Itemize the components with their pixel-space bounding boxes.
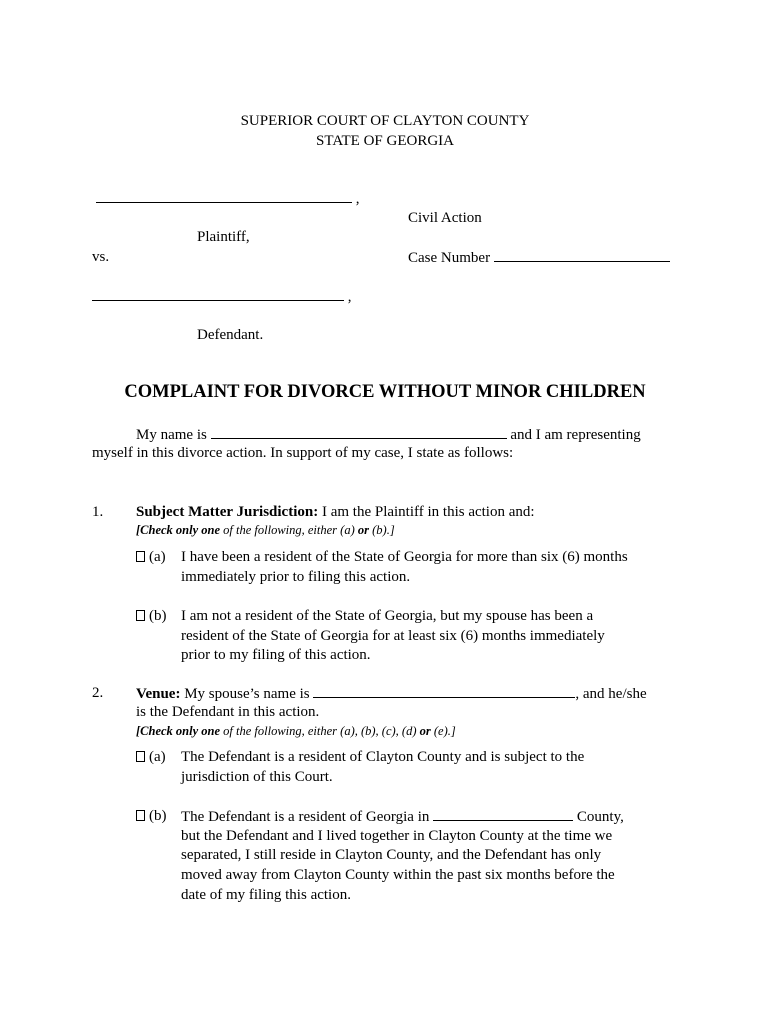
section-2-option-b-checkbox[interactable] xyxy=(136,810,145,821)
section-1-option-b-checkbox[interactable] xyxy=(136,610,145,621)
section-1-option-b-label: (b) xyxy=(149,608,167,624)
intro-name-prefix: My name is xyxy=(136,427,207,443)
section-2-option-a-line-2: jurisdiction of this Court. xyxy=(181,769,333,785)
section-2-instruction-end: (e).] xyxy=(430,724,456,738)
section-1-option-a-checkbox[interactable] xyxy=(136,551,145,562)
section-2-option-b[interactable] xyxy=(136,806,167,826)
case-number-label: Case Number xyxy=(408,250,491,266)
section-2-number: 2. xyxy=(92,685,104,701)
state-name: STATE OF GEORGIA xyxy=(316,133,454,149)
plaintiff-name-blank[interactable] xyxy=(96,188,352,203)
section-2-heading-rest: My spouse’s name is xyxy=(180,686,310,702)
defendant-name-blank[interactable] xyxy=(92,286,344,301)
section-1-option-a-line-1: I have been a resident of the State of Georgia for more than six (6) months xyxy=(181,549,628,565)
section-2-option-a-line-1: The Defendant is a resident of Clayton County and is subject to the xyxy=(181,749,585,765)
section-1-option-b-line-1: I am not a resident of the State of Georgia, but my spouse has been a xyxy=(181,608,594,624)
intro-line-1 xyxy=(136,424,641,445)
section-1-instruction-bold: [Check only one xyxy=(136,523,221,537)
defendant-name-line[interactable] xyxy=(92,286,352,307)
section-2-option-b-line-5: date of my filing this action. xyxy=(181,887,351,903)
court-name: SUPERIOR COURT OF CLAYTON COUNTY xyxy=(240,113,530,129)
section-2-option-a-checkbox[interactable] xyxy=(136,751,145,762)
section-1-option-b[interactable] xyxy=(136,606,167,626)
section-1-heading xyxy=(136,502,535,522)
plaintiff-name-line[interactable] xyxy=(96,188,360,209)
my-name-blank[interactable] xyxy=(211,424,507,439)
section-2-option-a[interactable] xyxy=(136,747,166,767)
section-2-instruction-bold: [Check only one xyxy=(136,724,221,738)
section-2-instruction-mid: of the following, either (a), (b), (c), (d) xyxy=(220,724,420,738)
section-1-option-a-label: (a) xyxy=(149,549,166,565)
county-name-blank[interactable] xyxy=(433,806,573,821)
document-title: COMPLAINT FOR DIVORCE WITHOUT MINOR CHILDREN xyxy=(124,382,646,402)
section-2-instruction-or: or xyxy=(419,724,431,738)
defendant-label: Defendant. xyxy=(197,327,264,343)
section-2-heading-suffix: , and he/she xyxy=(575,686,647,702)
section-2-option-b-line-1-suffix: County, xyxy=(576,809,624,825)
section-2-heading-bold: Venue: xyxy=(136,686,181,702)
section-1-instruction xyxy=(136,520,395,540)
civil-action-label: Civil Action xyxy=(408,210,482,226)
section-2-option-b-line-4: moved away from Clayton County within the past six months before the xyxy=(181,867,615,883)
section-2-option-b-line-2: but the Defendant and I lived together in Clayton County at the time we xyxy=(181,828,613,844)
section-1-instruction-end: (b).] xyxy=(369,523,395,537)
section-2-heading xyxy=(136,683,647,704)
section-1-instruction-mid: of the following, either (a) xyxy=(220,523,358,537)
section-2-option-b-line-1-prefix: The Defendant is a resident of Georgia in xyxy=(181,809,430,825)
plaintiff-label: Plaintiff, xyxy=(197,229,250,245)
section-2-option-a-label: (a) xyxy=(149,749,166,765)
section-1-number: 1. xyxy=(92,504,104,520)
section-1-option-a-line-2: immediately prior to filing this action. xyxy=(181,569,411,585)
section-2-option-b-line-1 xyxy=(181,806,624,827)
spouse-name-blank[interactable] xyxy=(313,683,575,698)
section-2-option-b-line-3: separated, I still reside in Clayton County, and the Defendant has only xyxy=(181,847,602,863)
intro-line-2: myself in this divorce action. In support of my case, I state as follows: xyxy=(92,445,514,461)
case-number-blank[interactable] xyxy=(494,247,670,262)
plaintiff-comma: , xyxy=(355,191,360,207)
section-1-option-b-line-2: resident of the State of Georgia for at least six (6) months immediately xyxy=(181,628,605,644)
defendant-comma: , xyxy=(347,289,352,305)
section-1-option-a[interactable] xyxy=(136,547,166,567)
intro-name-suffix: and I am representing xyxy=(510,427,641,443)
vs-label: vs. xyxy=(92,249,110,265)
case-number-line[interactable] xyxy=(408,247,670,268)
section-1-option-b-line-3: prior to my filing of this action. xyxy=(181,647,371,663)
section-2-instruction xyxy=(136,721,456,741)
section-2-line-2: is the Defendant in this action. xyxy=(136,704,320,720)
section-1-instruction-or: or xyxy=(357,523,369,537)
section-1-heading-bold: Subject Matter Jurisdiction: xyxy=(136,504,319,520)
section-1-heading-rest: I am the Plaintiff in this action and: xyxy=(318,504,535,520)
section-2-option-b-label: (b) xyxy=(149,808,167,824)
